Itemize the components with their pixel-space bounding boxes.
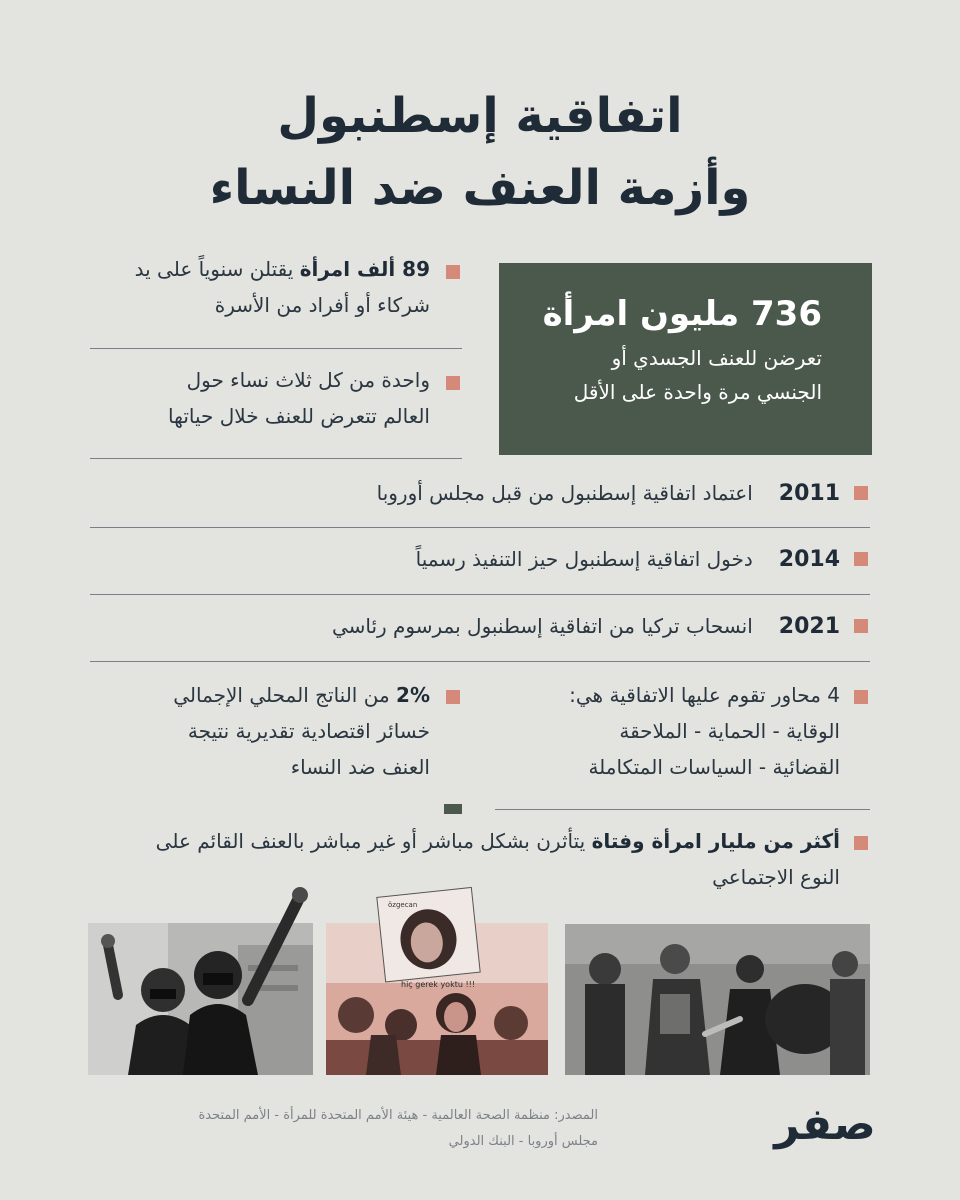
bullet-icon xyxy=(446,376,460,390)
billion-line-2: النوع الاجتماعي xyxy=(712,865,840,889)
stat-one-in-three-line-2: العالم تتعرض للعنف خلال حياتها xyxy=(168,404,430,428)
stat-killed-bold: 89 ألف امرأة xyxy=(299,257,430,281)
highlight-number: 736 مليون امرأة xyxy=(542,294,822,334)
timeline-text: انسحاب تركيا من اتفاقية إسطنبول بمرسوم رئاسي xyxy=(331,614,753,638)
divider xyxy=(90,458,462,459)
highlight-sub-line-2: الجنسي مرة واحدة على الأقل xyxy=(573,380,822,404)
stat-one-in-three-line-1: واحدة من كل ثلاث نساء حول xyxy=(186,368,430,392)
divider-mark xyxy=(444,804,462,814)
billion-bold: أكثر من مليار امرأة وفتاة xyxy=(591,829,840,853)
divider xyxy=(90,594,870,595)
bullet-icon xyxy=(446,690,460,704)
pillars-line-2: الوقاية - الحماية - الملاحقة xyxy=(619,719,840,743)
divider xyxy=(495,809,870,810)
bullet-icon xyxy=(854,690,868,704)
gdp-line-2: خسائر اقتصادية تقديرية نتيجة xyxy=(187,719,430,743)
protest-photo-3 xyxy=(565,924,870,1075)
gdp-bold: 2% xyxy=(396,683,430,707)
pillars-line-3: القضائية - السياسات المتكاملة xyxy=(588,755,840,779)
protest-photo-2 xyxy=(326,885,548,1075)
timeline-text: اعتماد اتفاقية إسطنبول من قبل مجلس أوروبا xyxy=(376,481,753,505)
gdp-rest: من الناتج المحلي الإجمالي xyxy=(173,683,397,707)
photo-illustration xyxy=(565,924,870,1075)
bullet-icon xyxy=(446,265,460,279)
divider xyxy=(90,348,462,349)
timeline-year: 2014 xyxy=(778,547,840,572)
stat-one-in-three xyxy=(90,362,430,434)
billion-rest: يتأثرن بشكل مباشر أو غير مباشر بالعنف القائم على xyxy=(155,829,592,853)
stat-killed-rest: يقتلن سنوياً على يد xyxy=(134,257,300,281)
sign-text-2: hiç gerek yoktu !!! xyxy=(401,980,476,989)
bullet-icon xyxy=(854,552,868,566)
gdp-block xyxy=(90,677,430,785)
pillars-block xyxy=(495,677,840,785)
photo-illustration xyxy=(326,885,548,1075)
timeline-year: 2021 xyxy=(778,614,840,639)
timeline-year: 2011 xyxy=(778,481,840,506)
timeline-item xyxy=(90,608,840,645)
bullet-icon xyxy=(854,836,868,850)
photo-illustration xyxy=(88,885,313,1075)
source-line-1: المصدر: منظمة الصحة العالمية - هيئة الأمم المتحدة للمرأة - الأمم المتحدة xyxy=(198,1108,598,1123)
source-line-2: مجلس أوروبا - البنك الدولي xyxy=(448,1134,598,1149)
timeline-item xyxy=(90,475,840,512)
pillars-line-1: 4 محاور تقوم عليها الاتفاقية هي: xyxy=(569,683,840,707)
timeline-text: دخول اتفاقية إسطنبول حيز التنفيذ رسمياً xyxy=(415,547,753,571)
title-line-1: اتفاقية إسطنبول xyxy=(277,88,683,144)
stat-killed xyxy=(90,251,430,323)
divider xyxy=(90,527,870,528)
divider xyxy=(90,661,870,662)
title-line-2: وأزمة العنف ضد النساء xyxy=(209,160,751,216)
bullet-icon xyxy=(854,619,868,633)
stat-killed-line-2: شركاء أو أفراد من الأسرة xyxy=(214,293,430,317)
highlight-sub-line-1: تعرضن للعنف الجسدي أو xyxy=(611,346,822,370)
timeline-item xyxy=(90,541,840,578)
gdp-line-3: العنف ضد النساء xyxy=(290,755,430,779)
highlight-box xyxy=(499,263,872,455)
source-block xyxy=(90,1103,598,1155)
sign-text-1: özgecan xyxy=(388,901,418,909)
page-title xyxy=(80,80,880,224)
brand-logo: صفر xyxy=(774,1099,876,1150)
protest-photo-1 xyxy=(88,885,313,1075)
bullet-icon xyxy=(854,486,868,500)
